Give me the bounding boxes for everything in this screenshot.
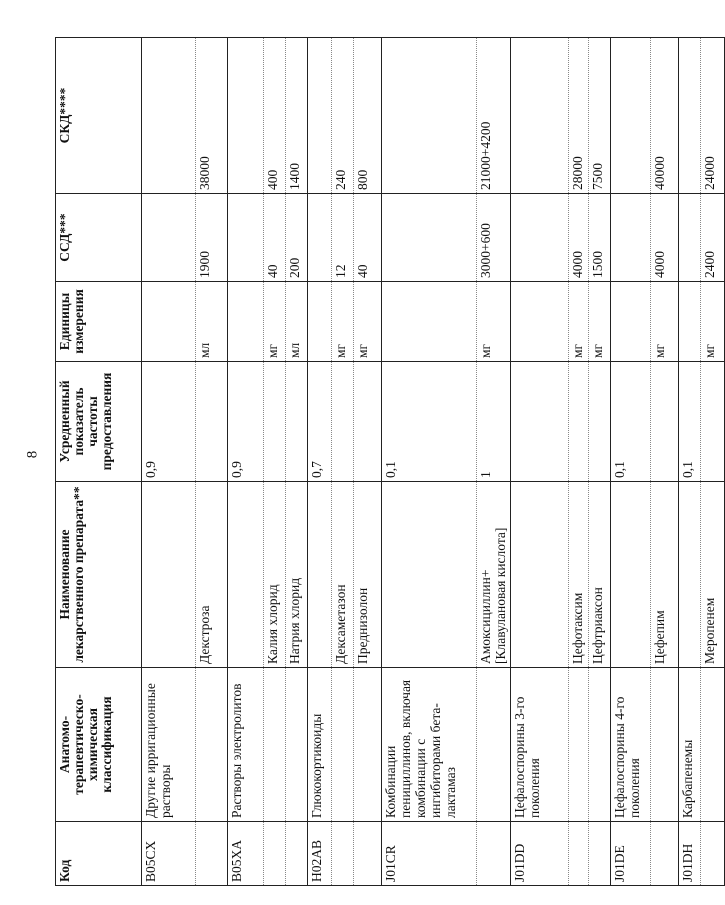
cell-freq xyxy=(196,362,228,482)
cell-freq xyxy=(701,362,725,482)
cell-skd: 240 xyxy=(332,38,354,194)
cell-ssd xyxy=(511,194,569,282)
cell-skd: 7500 xyxy=(589,38,611,194)
cell-unit: мг xyxy=(264,282,286,362)
table-row xyxy=(569,38,589,886)
cell-ssd: 12 xyxy=(332,194,354,282)
cell-drug xyxy=(382,482,477,668)
cell-unit: мг xyxy=(569,282,589,362)
header-code: Код xyxy=(56,822,142,886)
table-row xyxy=(679,38,701,886)
cell-freq: 0,1 xyxy=(382,362,477,482)
cell-atc: Растворы электролитов xyxy=(228,668,264,822)
cell-drug xyxy=(511,482,569,668)
cell-ssd: 40 xyxy=(354,194,382,282)
cell-code xyxy=(332,822,354,886)
cell-ssd: 1900 xyxy=(196,194,228,282)
table-row xyxy=(264,38,286,886)
header-ssd: ССД*** xyxy=(56,194,142,282)
cell-drug: Калия хлорид xyxy=(264,482,286,668)
cell-drug: Цефепим xyxy=(651,482,679,668)
cell-freq: 0,7 xyxy=(308,362,332,482)
table-row xyxy=(589,38,611,886)
cell-code xyxy=(701,822,725,886)
cell-skd xyxy=(308,38,332,194)
cell-atc: Цефалоспорины 3-го поколения xyxy=(511,668,569,822)
table-row xyxy=(477,38,511,886)
cell-code: J01CR xyxy=(382,822,477,886)
cell-drug xyxy=(679,482,701,668)
rotated-table-area xyxy=(55,38,717,886)
cell-atc xyxy=(196,668,228,822)
cell-drug: Цефотаксим xyxy=(569,482,589,668)
cell-freq: 0,1 xyxy=(679,362,701,482)
cell-code xyxy=(196,822,228,886)
table-row xyxy=(142,38,196,886)
header-unit: Единицы измерения xyxy=(56,282,142,362)
cell-unit: мг xyxy=(589,282,611,362)
cell-skd: 38000 xyxy=(196,38,228,194)
cell-freq: 0,1 xyxy=(611,362,651,482)
cell-ssd xyxy=(142,194,196,282)
table-row xyxy=(701,38,725,886)
header-skd: СКД**** xyxy=(56,38,142,194)
cell-atc: Цефалоспорины 4-го поколения xyxy=(611,668,651,822)
cell-skd xyxy=(611,38,651,194)
cell-ssd: 200 xyxy=(286,194,308,282)
cell-drug xyxy=(228,482,264,668)
header-drug: Наименование лекарственного препарата** xyxy=(56,482,142,668)
cell-unit: мг xyxy=(354,282,382,362)
cell-unit: мл xyxy=(196,282,228,362)
cell-code: H02AB xyxy=(308,822,332,886)
page-number xyxy=(18,445,48,463)
cell-atc xyxy=(651,668,679,822)
cell-drug: Амоксициллин+ [Клавулановая кислота] xyxy=(477,482,511,668)
cell-drug xyxy=(308,482,332,668)
cell-freq xyxy=(286,362,308,482)
cell-freq xyxy=(589,362,611,482)
cell-atc: Комбинации пенициллинов, включая комбинации с ингибиторами бета-лактамаз xyxy=(382,668,477,822)
cell-code xyxy=(569,822,589,886)
cell-drug: Натрия хлорид xyxy=(286,482,308,668)
cell-skd: 40000 xyxy=(651,38,679,194)
cell-skd xyxy=(382,38,477,194)
cell-atc: Глюкокортикоиды xyxy=(308,668,332,822)
table-body xyxy=(56,38,725,886)
cell-code: B05CX xyxy=(142,822,196,886)
cell-skd: 1400 xyxy=(286,38,308,194)
drug-table xyxy=(55,37,725,886)
cell-unit xyxy=(228,282,264,362)
cell-skd: 28000 xyxy=(569,38,589,194)
table-header-row xyxy=(56,38,142,886)
cell-atc xyxy=(569,668,589,822)
cell-freq xyxy=(651,362,679,482)
cell-code xyxy=(477,822,511,886)
table-row xyxy=(511,38,569,886)
cell-freq: 1 xyxy=(477,362,511,482)
cell-ssd: 40 xyxy=(264,194,286,282)
cell-atc xyxy=(589,668,611,822)
cell-ssd xyxy=(679,194,701,282)
cell-ssd xyxy=(382,194,477,282)
cell-drug xyxy=(611,482,651,668)
table-row xyxy=(308,38,332,886)
cell-skd: 21000+4200 xyxy=(477,38,511,194)
cell-atc: Карбапенемы xyxy=(679,668,701,822)
cell-code: J01DD xyxy=(511,822,569,886)
cell-skd xyxy=(142,38,196,194)
cell-code: J01DE xyxy=(611,822,651,886)
cell-skd: 24000 xyxy=(701,38,725,194)
cell-code xyxy=(354,822,382,886)
cell-ssd xyxy=(228,194,264,282)
cell-atc: Другие ирригационные растворы xyxy=(142,668,196,822)
cell-freq xyxy=(569,362,589,482)
table-row xyxy=(611,38,651,886)
cell-code xyxy=(589,822,611,886)
cell-drug: Меропенем xyxy=(701,482,725,668)
table-row xyxy=(286,38,308,886)
cell-unit xyxy=(511,282,569,362)
cell-unit xyxy=(679,282,701,362)
cell-code xyxy=(264,822,286,886)
cell-skd xyxy=(511,38,569,194)
cell-code xyxy=(286,822,308,886)
cell-freq xyxy=(332,362,354,482)
cell-skd xyxy=(228,38,264,194)
header-frequency: Усредненный показатель частоты предоставления xyxy=(56,362,142,482)
cell-unit: мг xyxy=(701,282,725,362)
cell-atc xyxy=(264,668,286,822)
cell-ssd: 2400 xyxy=(701,194,725,282)
cell-freq: 0,9 xyxy=(142,362,196,482)
cell-atc xyxy=(477,668,511,822)
page-number-text: 8 xyxy=(24,450,41,459)
table-row xyxy=(332,38,354,886)
cell-unit xyxy=(382,282,477,362)
cell-freq xyxy=(354,362,382,482)
cell-ssd: 4000 xyxy=(651,194,679,282)
table-row xyxy=(354,38,382,886)
cell-freq xyxy=(511,362,569,482)
cell-unit xyxy=(142,282,196,362)
cell-code: J01DH xyxy=(679,822,701,886)
cell-ssd: 4000 xyxy=(569,194,589,282)
cell-unit: мг xyxy=(477,282,511,362)
cell-freq: 0,9 xyxy=(228,362,264,482)
cell-code xyxy=(651,822,679,886)
cell-atc xyxy=(286,668,308,822)
cell-ssd: 3000+600 xyxy=(477,194,511,282)
cell-drug xyxy=(142,482,196,668)
cell-drug: Декстроза xyxy=(196,482,228,668)
cell-atc xyxy=(332,668,354,822)
cell-unit: мл xyxy=(286,282,308,362)
cell-freq xyxy=(264,362,286,482)
cell-ssd: 1500 xyxy=(589,194,611,282)
cell-ssd xyxy=(308,194,332,282)
cell-ssd xyxy=(611,194,651,282)
cell-unit: мг xyxy=(332,282,354,362)
cell-skd: 400 xyxy=(264,38,286,194)
cell-skd: 800 xyxy=(354,38,382,194)
cell-unit: мг xyxy=(651,282,679,362)
cell-unit xyxy=(308,282,332,362)
cell-drug: Дексаметазон xyxy=(332,482,354,668)
cell-atc xyxy=(354,668,382,822)
cell-drug: Преднизолон xyxy=(354,482,382,668)
table-row xyxy=(651,38,679,886)
cell-atc xyxy=(701,668,725,822)
cell-code: B05XA xyxy=(228,822,264,886)
cell-skd xyxy=(679,38,701,194)
table-row xyxy=(228,38,264,886)
table-row xyxy=(382,38,477,886)
header-atc: Анатомо-терапевтическо-химическая классификация xyxy=(56,668,142,822)
table-row xyxy=(196,38,228,886)
cell-drug: Цефтриаксон xyxy=(589,482,611,668)
cell-unit xyxy=(611,282,651,362)
